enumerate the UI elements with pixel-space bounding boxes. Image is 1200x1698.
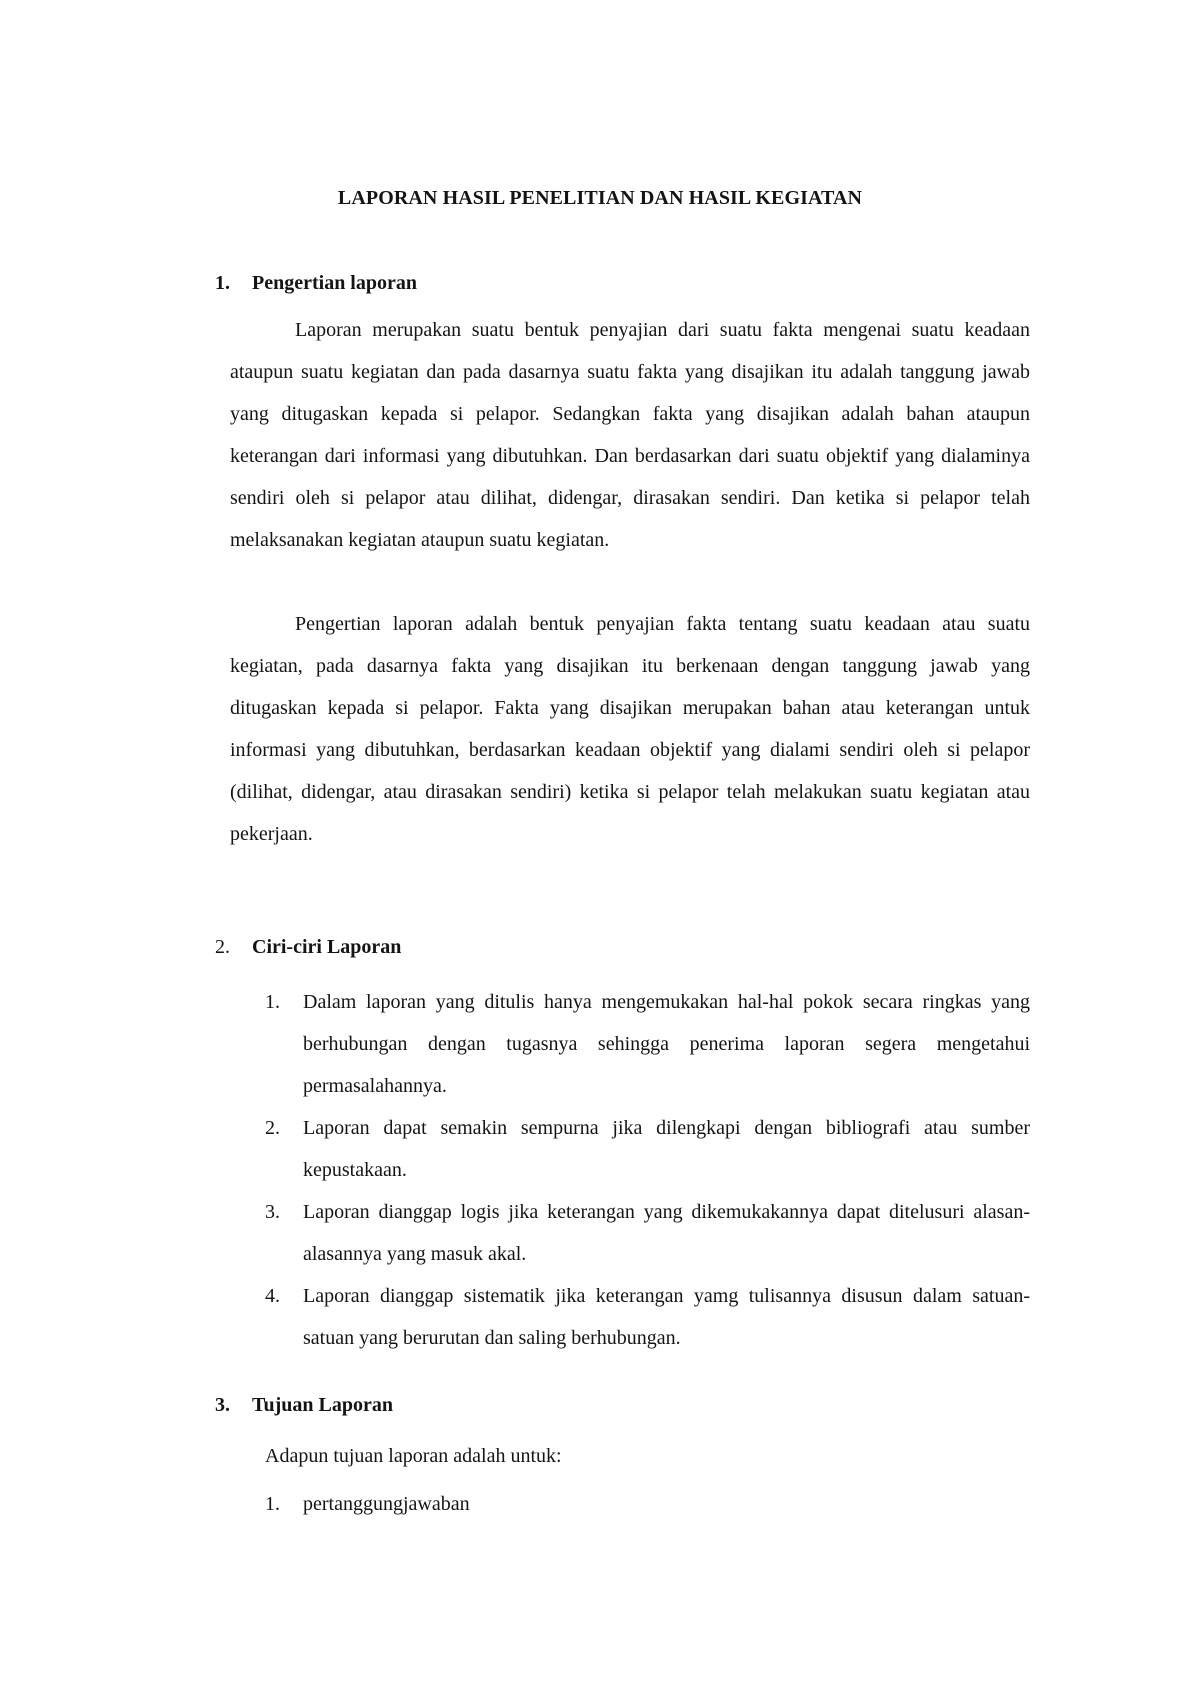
list-item: [265, 1191, 1030, 1275]
section-number: 1.: [215, 272, 230, 294]
paragraph: Laporan merupakan suatu bentuk penyajian dari suatu fakta mengenai suatu keadaan ataupun suatu kegiatan dan pada dasarnya suatu fakta yang disajikan itu adalah tanggung jawab yang ditugaskan kepada si pelapor. Sedangkan fakta yang disajikan adalah bahan ataupun keterangan dari informasi yang dibutuhkan. Dan berdasarkan dari suatu objektif yang dialaminya sendiri oleh si pelapor atau dilihat, didengar, dirasakan sendiri. Dan ketika si pelapor telah melaksanakan kegiatan ataupun suatu kegiatan.: [230, 319, 1030, 551]
list-item-text: pertanggungjawaban: [303, 1493, 470, 1515]
section-title: Tujuan Laporan: [252, 1394, 393, 1416]
list-item-text: Dalam laporan yang ditulis hanya mengemukakan hal-hal pokok secara ringkas yang berhubungan dengan tugasnya sehingga penerima laporan segera mengetahui permasalahannya.: [303, 991, 1030, 1097]
section-title: Pengertian laporan: [252, 272, 417, 294]
list-item: [265, 981, 1030, 1107]
list-marker: 4.: [265, 1285, 280, 1307]
list-marker: 1.: [265, 991, 280, 1013]
list-item: [265, 1107, 1030, 1191]
section-number: 3.: [215, 1394, 230, 1416]
list-marker: 2.: [265, 1117, 280, 1139]
list-item: [265, 1483, 1030, 1525]
list-item: [265, 1275, 1030, 1359]
list-marker: 1.: [265, 1493, 280, 1515]
document-title: LAPORAN HASIL PENELITIAN DAN HASIL KEGIATAN: [337, 187, 863, 209]
list-item-text: Laporan dianggap sistematik jika keterangan yamg tulisannya disusun dalam satuan-satuan yang berurutan dan saling berhubungan.: [303, 1285, 1030, 1349]
list-item-text: Laporan dianggap logis jika keterangan yang dikemukakannya dapat ditelusuri alasan-alasannya yang masuk akal.: [303, 1201, 1030, 1265]
list-item-text: Laporan dapat semakin sempurna jika dilengkapi dengan bibliografi atau sumber kepustakaan.: [303, 1117, 1030, 1181]
section-heading-2: [215, 935, 401, 959]
section-intro: Adapun tujuan laporan adalah untuk:: [265, 1445, 562, 1467]
section-title: Ciri-ciri Laporan: [252, 936, 402, 958]
section-heading-3: [215, 1393, 393, 1417]
section-number: 2.: [215, 936, 230, 958]
paragraph: Pengertian laporan adalah bentuk penyajian fakta tentang suatu keadaan atau suatu kegiatan, pada dasarnya fakta yang disajikan itu berkenaan dengan tanggung jawab yang ditugaskan kepada si pelapor. Fakta yang disajikan merupakan bahan atau keterangan untuk informasi yang dibutuhkan, berdasarkan keadaan objektif yang dialami sendiri oleh si pelapor (dilihat, didengar, atau dirasakan sendiri) ketika si pelapor telah melakukan suatu kegiatan atau pekerjaan.: [230, 613, 1030, 845]
section-heading-1: [215, 271, 417, 295]
list-marker: 3.: [265, 1201, 280, 1223]
